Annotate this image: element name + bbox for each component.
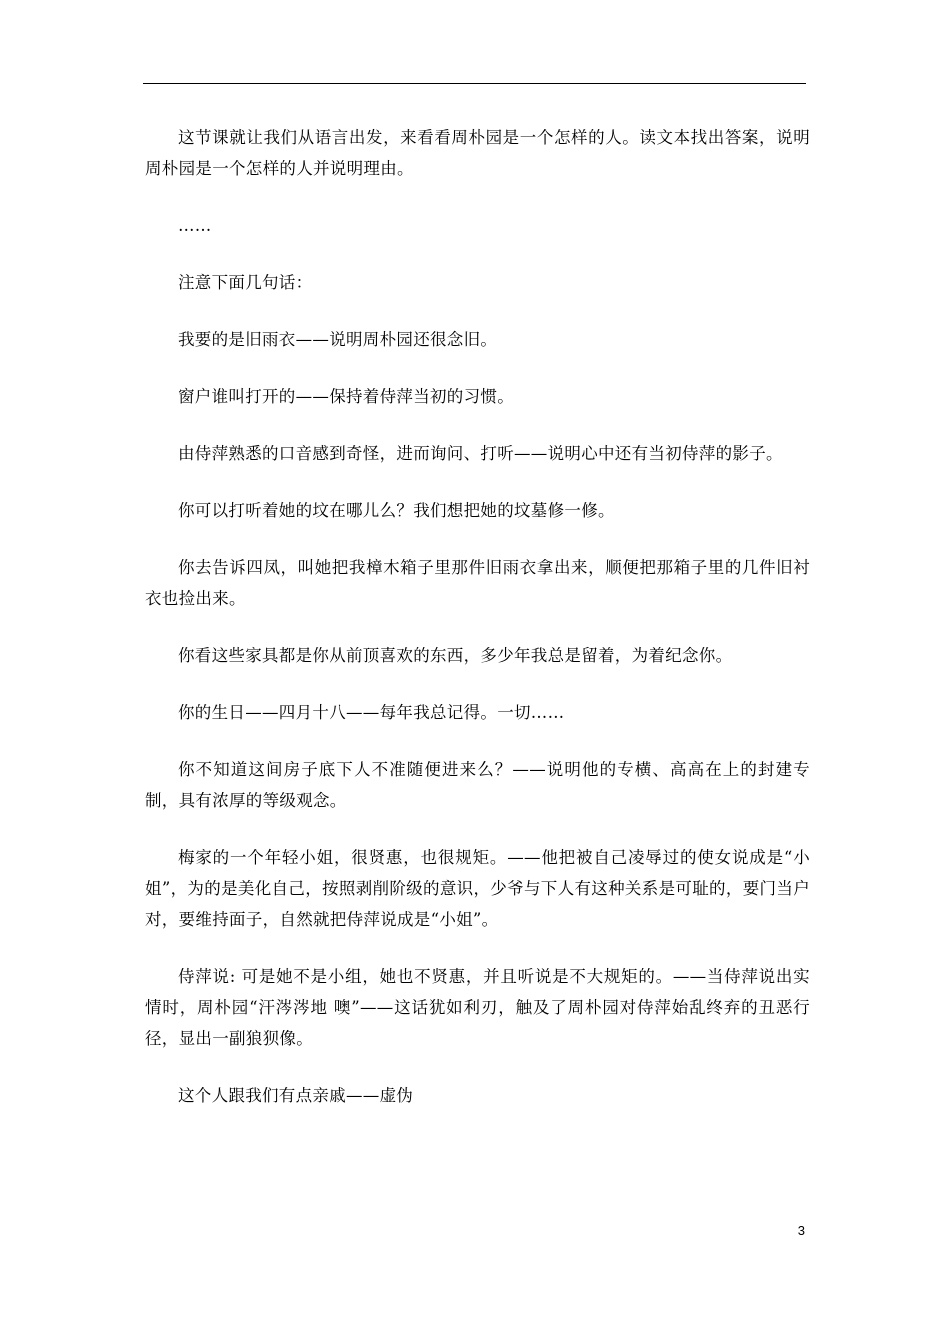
paragraph: 你看这些家具都是你从前顶喜欢的东西，多少年我总是留着，为着纪念你。 — [178, 646, 733, 665]
paragraph: 这个人跟我们有点亲戚——虚伪 — [178, 1086, 414, 1105]
paragraph: 你可以打听着她的坟在哪儿么？我们想把她的坟墓修一修。 — [178, 501, 615, 520]
header-rule — [143, 83, 806, 84]
paragraph: 侍萍说: 可是她不是小组，她也不贤惠，并且听说是不大规矩的。——当侍萍说出实情时，周朴园“汗涔涔地 噢”——这话犹如利刃，触及了周朴园对侍萍始乱终弃的丑恶行径，显出一副狼狈像。 — [145, 967, 810, 1048]
paragraph: 这节课就让我们从语言出发，来看看周朴园是一个怎样的人。读文本找出答案，说明周朴园是一个怎样的人并说明理由。 — [145, 128, 810, 178]
paragraph: 我要的是旧雨衣——说明周朴园还很念旧。 — [178, 330, 498, 349]
paragraph: 梅家的一个年轻小姐，很贤惠，也很规矩。——他把被自己凌辱过的使女说成是“小姐”，为的是美化自己，按照剥削阶级的意识，少爷与下人有这种关系是可耻的，要门当户对，要维持面子，自然就把侍萍说成是“小姐”。 — [145, 848, 810, 929]
paragraph: 你去告诉四凤，叫她把我樟木箱子里那件旧雨衣拿出来，顺便把那箱子里的几件旧衬衣也捡出来。 — [145, 558, 810, 608]
paragraph: 你的生日——四月十八——每年我总记得。一切…… — [178, 703, 565, 722]
page-number: 3 — [797, 1223, 805, 1238]
document-body — [145, 122, 810, 1137]
paragraph: 注意下面几句话： — [178, 273, 313, 292]
paragraph: 由侍萍熟悉的口音感到奇怪，进而询问、打听——说明心中还有当初侍萍的影子。 — [178, 444, 783, 463]
paragraph: 窗户谁叫打开的——保持着侍萍当初的习惯。 — [178, 387, 514, 406]
paragraph: …… — [178, 216, 212, 235]
paragraph: 你不知道这间房子底下人不准随便进来么？——说明他的专横、高高在上的封建专制，具有浓厚的等级观念。 — [145, 760, 810, 810]
